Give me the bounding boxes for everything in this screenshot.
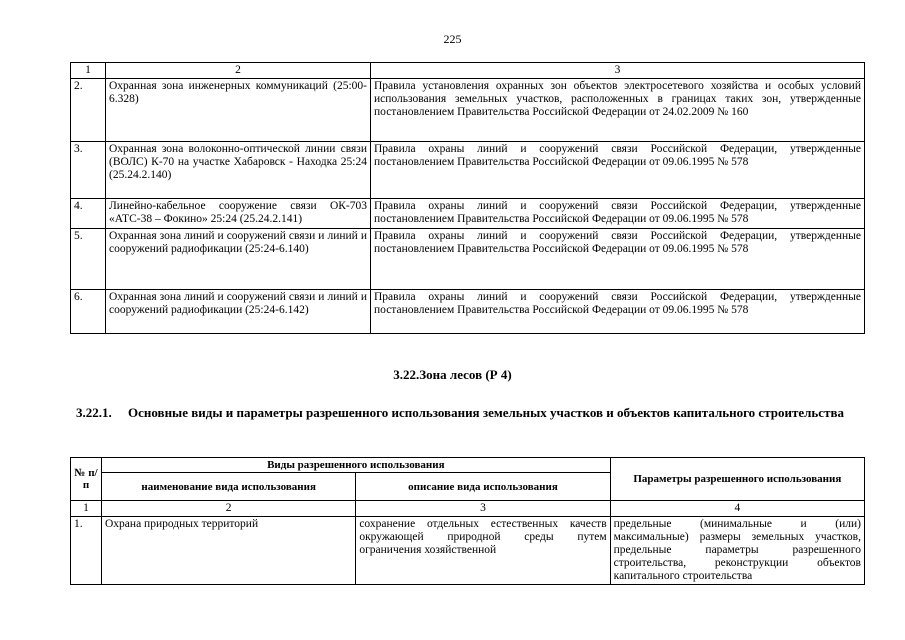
zone-name: Охранная зона инженерных коммуникаций (25:00-6.328)	[106, 79, 371, 142]
column-number-row	[71, 501, 865, 517]
header-number: № п/п	[71, 458, 102, 501]
table-row	[71, 79, 865, 142]
row-number: 3.	[71, 142, 106, 199]
header-parameters: Параметры разрешенного использования	[610, 458, 864, 501]
usage-description: сохранение отдельных естественных качеств окружающей природной среды путем ограничения хозяйственной	[356, 517, 610, 585]
table-header-row	[71, 63, 865, 79]
zone-rules: Правила охраны линий и сооружений связи Российской Федерации, утвержденные постановлением Правительства Российской Федерации от 09.06.1995 № 578	[371, 142, 865, 199]
usage-parameters: предельные (минимальные и (или) максимальные) размеры земельных участков, предельные параметры разрешенного строительства, реконструкции объектов капитального строительства	[610, 517, 864, 585]
zone-rules: Правила охраны линий и сооружений связи Российской Федерации, утвержденные постановлением Правительства Российской Федерации от 09.06.1995 № 578	[371, 199, 865, 229]
zone-name: Линейно-кабельное сооружение связи ОК-703 «АТС-38 – Фокино» 25:24 (25.24.2.141)	[106, 199, 371, 229]
subsection-number: 3.22.1.	[76, 405, 112, 420]
subsection-title: Основные виды и параметры разрешенного использования земельных участков и объектов капитального строительства	[128, 405, 844, 420]
table-row	[71, 142, 865, 199]
page-number: 225	[443, 32, 462, 46]
subsection-heading	[76, 405, 866, 421]
col-number-3: 3	[356, 501, 610, 517]
table-row	[71, 199, 865, 229]
zone-name: Охранная зона линий и сооружений связи и линий и сооружений радиофикации (25:24-6.140)	[106, 229, 371, 290]
col-number-1: 1	[71, 501, 102, 517]
usage-name: Охрана природных территорий	[102, 517, 356, 585]
row-number: 2.	[71, 79, 106, 142]
header-usage-description: описание вида использования	[356, 473, 610, 501]
col-number-4: 4	[610, 501, 864, 517]
zone-name: Охранная зона волоконно-оптической линии связи (ВОЛС) К-70 на участке Хабаровск - Находка 25:24 (25.24.2.140)	[106, 142, 371, 199]
table-row	[71, 290, 865, 334]
row-number: 4.	[71, 199, 106, 229]
forest-zone-table	[70, 457, 865, 585]
row-number: 5.	[71, 229, 106, 290]
col-number-2: 2	[106, 63, 371, 79]
col-number-3: 3	[371, 63, 865, 79]
header-usage-types: Виды разрешенного использования	[102, 458, 611, 473]
zone-name: Охранная зона линий и сооружений связи и линий и сооружений радиофикации (25:24-6.142)	[106, 290, 371, 334]
table-row	[71, 517, 865, 585]
col-number-1: 1	[71, 63, 106, 79]
col-number-2: 2	[102, 501, 356, 517]
row-number: 6.	[71, 290, 106, 334]
section-title: 3.22.Зона лесов (Р 4)	[393, 367, 512, 382]
zones-table	[70, 62, 865, 334]
zone-rules: Правила охраны линий и сооружений связи Российской Федерации, утвержденные постановлением Правительства Российской Федерации от 09.06.1995 № 578	[371, 229, 865, 290]
row-number: 1.	[71, 517, 102, 585]
header-usage-name: наименование вида использования	[102, 473, 356, 501]
zone-rules: Правила установления охранных зон объектов электросетевого хозяйства и особых условий использования земельных участков, расположенных в границах таких зон, утвержденные постановлением Правительства Российской Федерации от 24.02.2009 № 160	[371, 79, 865, 142]
zone-rules: Правила охраны линий и сооружений связи Российской Федерации, утвержденные постановлением Правительства Российской Федерации от 09.06.1995 № 578	[371, 290, 865, 334]
table-row	[71, 229, 865, 290]
table-header-row	[71, 458, 865, 473]
